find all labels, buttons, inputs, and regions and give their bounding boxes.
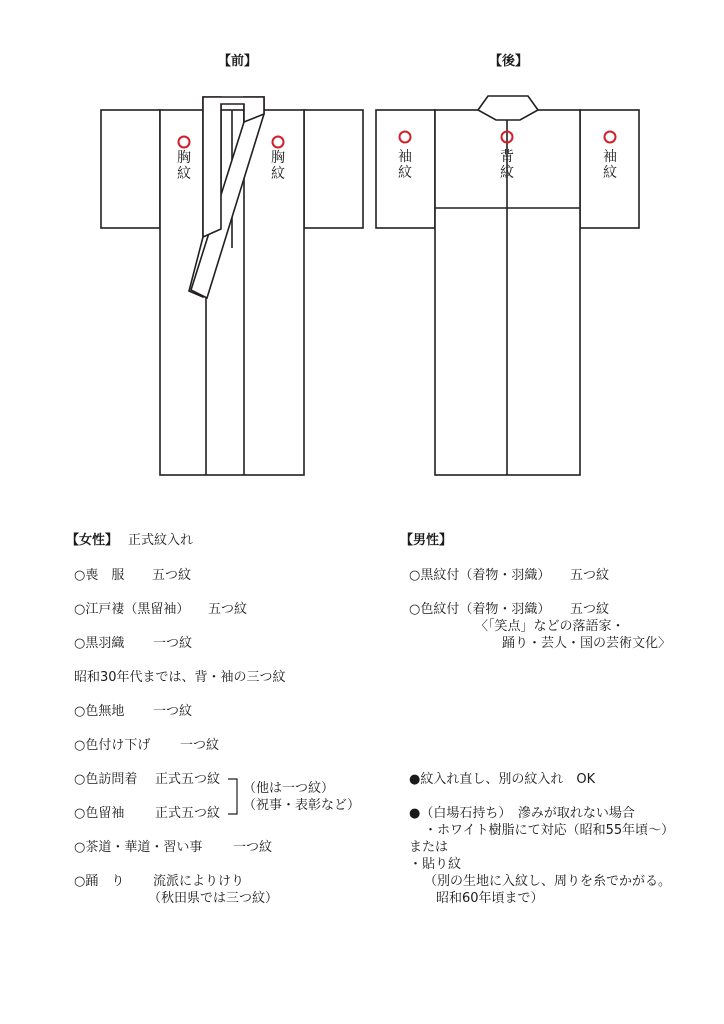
note-line: ●（白場石持ち） 滲みが取れない場合 — [409, 806, 635, 821]
note-line: または — [409, 840, 449, 855]
front-left-sleeve — [101, 110, 160, 228]
note-line: ●紋入れ直し、別の紋入れ OK — [409, 772, 596, 787]
front-right-crest-label: 胸紋 — [271, 150, 285, 182]
men-item-value: 五つ紋 — [570, 602, 610, 617]
back-right-sleeve-crest-label: 袖紋 — [603, 149, 617, 181]
women-item-name: ○黒羽織 — [74, 636, 125, 651]
men-item-name: ○色紋付（着物・羽織） — [409, 602, 551, 617]
front-left-crest-label: 胸紋 — [177, 150, 191, 182]
kimono-front — [101, 97, 363, 475]
men-item-name: ○黒紋付（着物・羽織） — [409, 568, 551, 583]
back-heading: 【後】 — [489, 54, 529, 69]
men-heading: 【男性】 — [400, 533, 453, 548]
women-item-value: 一つ紋 — [153, 704, 193, 719]
women-heading: 【女性】 — [66, 533, 119, 548]
women-heading-note: 正式紋入れ — [128, 533, 194, 548]
kimono-diagram — [0, 0, 724, 500]
front-heading: 【前】 — [218, 54, 258, 69]
note-line: 昭和60年頃まで） — [436, 891, 544, 906]
women-item-name: ○茶道・華道・習い事 — [74, 840, 203, 855]
women-item-value: 正式五つ紋 — [155, 772, 221, 787]
note-line: ・ホワイト樹脂にて対応（昭和55年頃〜） — [424, 823, 675, 838]
women-item-name: ○色留袖 — [74, 806, 125, 821]
women-item-name: ○喪 服 — [74, 568, 125, 583]
back-left-sleeve-crest-label: 袖紋 — [398, 149, 412, 181]
women-item-value: 一つ紋 — [153, 636, 193, 651]
front-right-sleeve — [304, 110, 363, 228]
women-note-line: 昭和30年代までは、背・袖の三つ紋 — [74, 670, 286, 685]
note-line: （別の生地に入紋し、周りを糸でかがる。 — [424, 874, 672, 889]
men-note: 踊り・芸人・国の芸術文化〉 — [502, 636, 672, 651]
bracket-note: （祝事・表彰など） — [243, 798, 361, 813]
men-item-value: 五つ紋 — [570, 568, 610, 583]
women-item-name: ○色付け下げ — [74, 738, 151, 753]
women-item-name: ○色訪問着 — [74, 772, 138, 787]
women-item-value: 正式五つ紋 — [155, 806, 221, 821]
bracket-note: （他は一つ紋） — [243, 781, 335, 796]
women-item-value: 五つ紋 — [208, 602, 248, 617]
women-item-value: 一つ紋 — [180, 738, 220, 753]
back-center-crest-label: 背紋 — [500, 149, 514, 181]
bracket — [225, 776, 241, 818]
dance-note: （秋田県では三つ紋） — [148, 891, 279, 906]
note-line: ・貼り紋 — [409, 857, 462, 872]
women-item-name: ○江戸褄（黒留袖） — [74, 602, 190, 617]
women-item-name: ○踊 り — [74, 874, 125, 889]
women-item-value: 五つ紋 — [152, 568, 192, 583]
women-item-value: 流派によりけり — [153, 874, 245, 889]
men-note: 〈「笑点」などの落語家・ — [475, 619, 625, 634]
women-item-value: 一つ紋 — [233, 840, 273, 855]
women-item-name: ○色無地 — [74, 704, 125, 719]
